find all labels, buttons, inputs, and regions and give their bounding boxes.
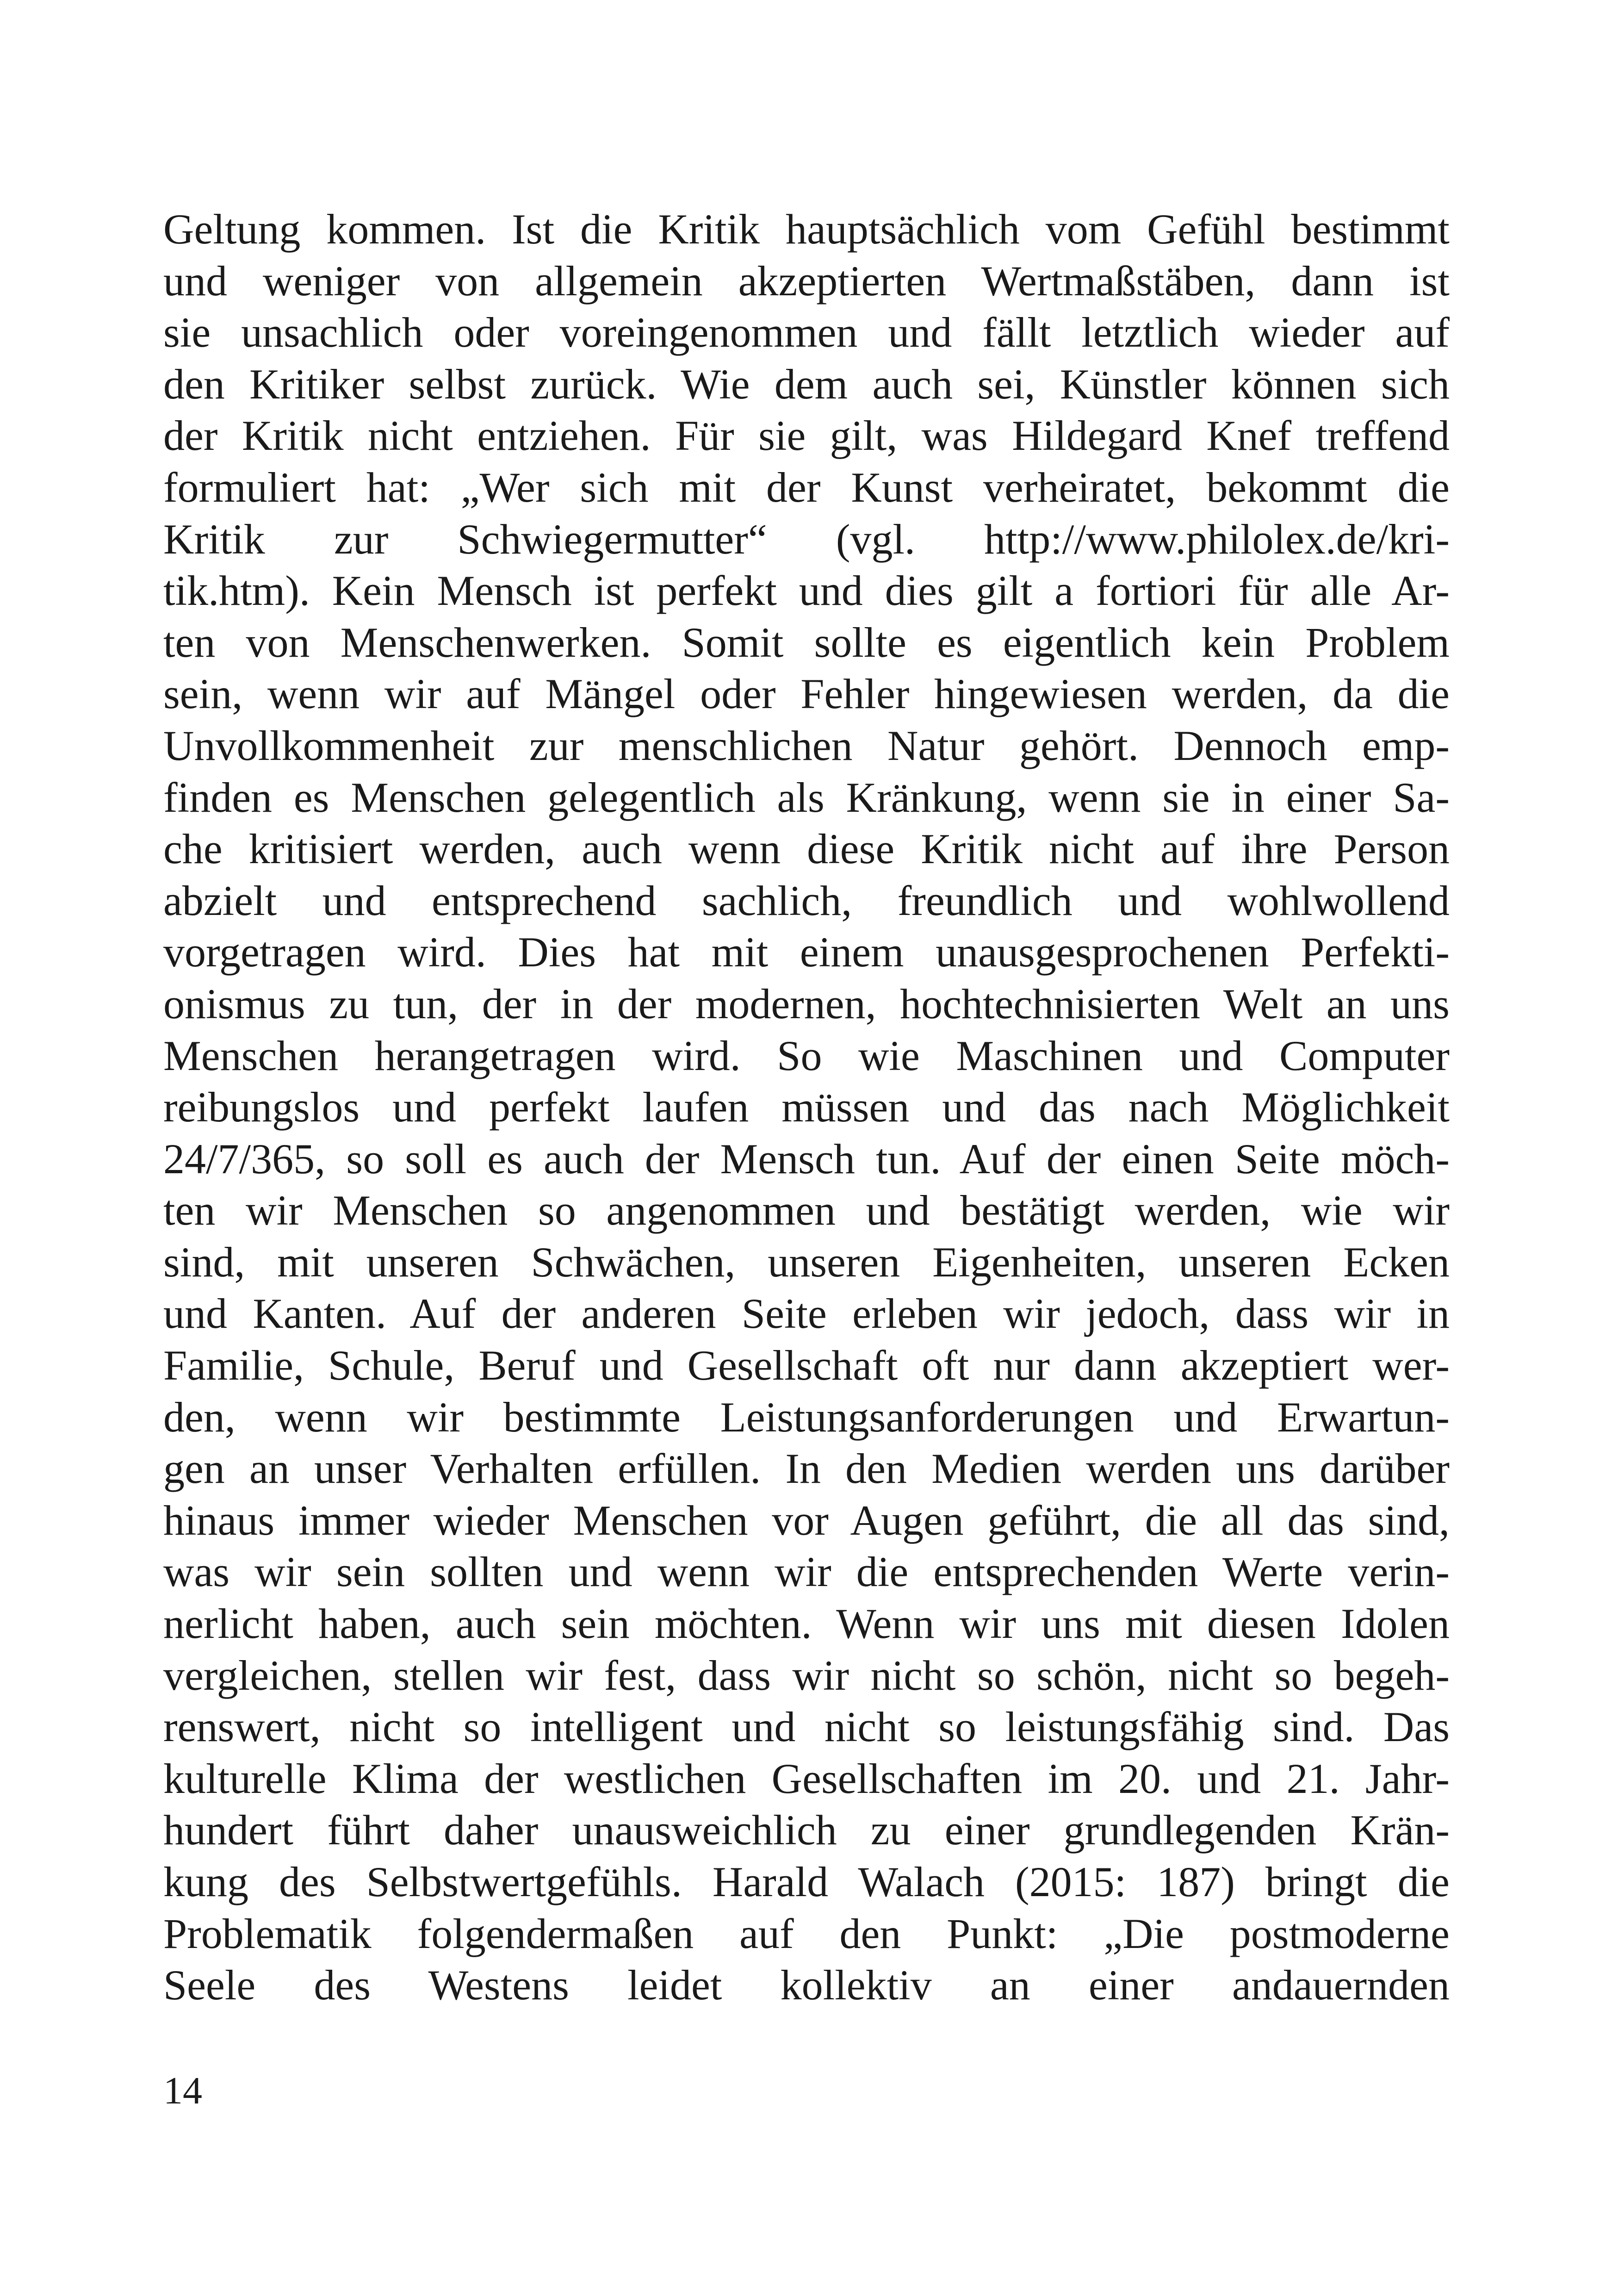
text-line: Kritik zur Schwiegermutter“ (vgl. http://www.philolex.de/kri- — [163, 515, 1450, 563]
text-line: sind, mit unseren Schwächen, unseren Eigenheiten, unseren Ecken — [163, 1238, 1450, 1286]
text-line: Problematik folgendermaßen auf den Punkt: „Die postmoderne — [163, 1910, 1450, 1957]
text-line: hundert führt daher unausweichlich zu einer grundlegenden Krän- — [163, 1806, 1450, 1854]
text-line: finden es Menschen gelegentlich als Kränkung, wenn sie in einer Sa- — [163, 773, 1450, 821]
text-line: sie unsachlich oder voreingenommen und fällt letztlich wieder auf — [163, 309, 1450, 356]
text-line: onismus zu tun, der in der modernen, hochtechnisierten Welt an uns — [163, 980, 1450, 1027]
text-line: ten wir Menschen so angenommen und bestätigt werden, wie wir — [163, 1187, 1450, 1234]
text-line: Unvollkommenheit zur menschlichen Natur gehört. Dennoch emp- — [163, 722, 1450, 769]
page-number: 14 — [163, 2069, 202, 2112]
text-line: reibungslos und perfekt laufen müssen und das nach Möglichkeit — [163, 1083, 1450, 1131]
text-line: nerlicht haben, auch sein möchten. Wenn wir uns mit diesen Idolen — [163, 1600, 1450, 1648]
text-line: was wir sein sollten und wenn wir die entsprechenden Werte verin- — [163, 1548, 1450, 1596]
text-line: vergleichen, stellen wir fest, dass wir nicht so schön, nicht so begeh- — [163, 1651, 1450, 1699]
text-line: der Kritik nicht entziehen. Für sie gilt, was Hildegard Knef treffend — [163, 412, 1450, 460]
body-text — [163, 204, 1450, 2011]
text-line: und weniger von allgemein akzeptierten Wertmaßstäben, dann ist — [163, 257, 1450, 305]
text-line: Menschen herangetragen wird. So wie Maschinen und Computer — [163, 1032, 1450, 1079]
text-line: abzielt und entsprechend sachlich, freundlich und wohlwollend — [163, 877, 1450, 924]
text-line: renswert, nicht so intelligent und nicht so leistungsfähig sind. Das — [163, 1703, 1450, 1751]
text-line: ten von Menschenwerken. Somit sollte es eigentlich kein Problem — [163, 618, 1450, 666]
text-line: Geltung kommen. Ist die Kritik hauptsächlich vom Gefühl bestimmt — [163, 205, 1450, 253]
text-line: 24/7/365, so soll es auch der Mensch tun. Auf der einen Seite möch- — [163, 1135, 1450, 1182]
text-line: hinaus immer wieder Menschen vor Augen geführt, die all das sind, — [163, 1496, 1450, 1544]
text-line: kung des Selbstwertgefühls. Harald Walach (2015: 187) bringt die — [163, 1858, 1450, 1905]
text-line: kulturelle Klima der westlichen Gesellschaften im 20. und 21. Jahr- — [163, 1755, 1450, 1802]
text-line: und Kanten. Auf der anderen Seite erleben wir jedoch, dass wir in — [163, 1290, 1450, 1338]
text-line: den, wenn wir bestimmte Leistungsanforderungen und Erwartun- — [163, 1393, 1450, 1441]
text-line: Familie, Schule, Beruf und Gesellschaft oft nur dann akzeptiert wer- — [163, 1342, 1450, 1389]
text-line: den Kritiker selbst zurück. Wie dem auch sei, Künstler können sich — [163, 360, 1450, 408]
text-line: formuliert hat: „Wer sich mit der Kunst verheiratet, bekommt die — [163, 463, 1450, 511]
text-line: sein, wenn wir auf Mängel oder Fehler hingewiesen werden, da die — [163, 670, 1450, 718]
text-line: che kritisiert werden, auch wenn diese Kritik nicht auf ihre Person — [163, 825, 1450, 873]
text-line: tik.htm). Kein Mensch ist perfekt und dies gilt a fortiori für alle Ar- — [163, 567, 1450, 615]
text-line: gen an unser Verhalten erfüllen. In den Medien werden uns darüber — [163, 1445, 1450, 1493]
text-line: vorgetragen wird. Dies hat mit einem unausgesprochenen Perfekti- — [163, 928, 1450, 976]
text-line: Seele des Westens leidet kollektiv an einer andauernden — [163, 1961, 1450, 2009]
